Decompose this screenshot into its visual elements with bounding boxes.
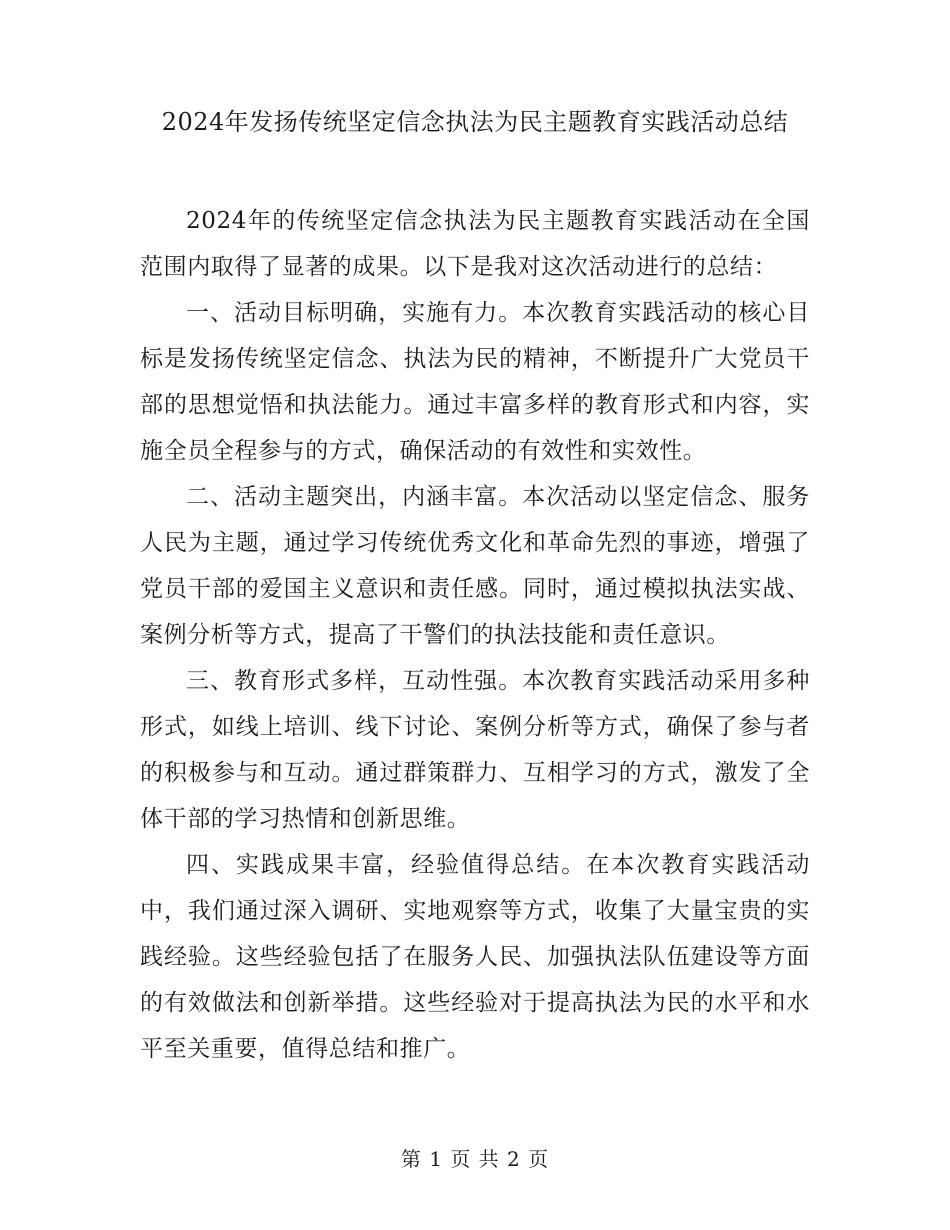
paragraph-section-1: 一、活动目标明确，实施有力。本次教育实践活动的核心目标是发扬传统坚定信念、执法为民的精神，不断提升广大党员干部的思想觉悟和执法能力。通过丰富多样的教育形式和内容，实施全员全程参与的方式，确保活动的有效性和实效性。 [140,300,810,464]
paragraph-section-3: 三、教育形式多样，互动性强。本次教育实践活动采用多种形式，如线上培训、线下讨论、案例分析等方式，确保了参与者的积极参与和互动。通过群策群力、互相学习的方式，激发了全体干部的学习热情和创新思维。 [140,668,810,832]
document-title: 2024年发扬传统坚定信念执法为民主题教育实践活动总结 [161,108,789,136]
paragraph-intro: 2024年的传统坚定信念执法为民主题教育实践活动在全国范围内取得了显著的成果。以下是我对这次活动进行的总结： [140,208,810,280]
page-number-footer: 第 1 页 共 2 页 [400,1147,550,1171]
paragraph-section-4: 四、实践成果丰富，经验值得总结。在本次教育实践活动中，我们通过深入调研、实地观察等方式，收集了大量宝贵的实践经验。这些经验包括了在服务人民、加强执法队伍建设等方面的有效做法和创新举措。这些经验对于提高执法为民的水平和水平至关重要，值得总结和推广。 [140,852,810,1062]
document-body [140,198,810,1072]
paragraph-section-2: 二、活动主题突出，内涵丰富。本次活动以坚定信念、服务人民为主题，通过学习传统优秀文化和革命先烈的事迹，增强了党员干部的爱国主义意识和责任感。同时，通过模拟执法实战、案例分析等方式，提高了干警们的执法技能和责任意识。 [140,484,810,648]
